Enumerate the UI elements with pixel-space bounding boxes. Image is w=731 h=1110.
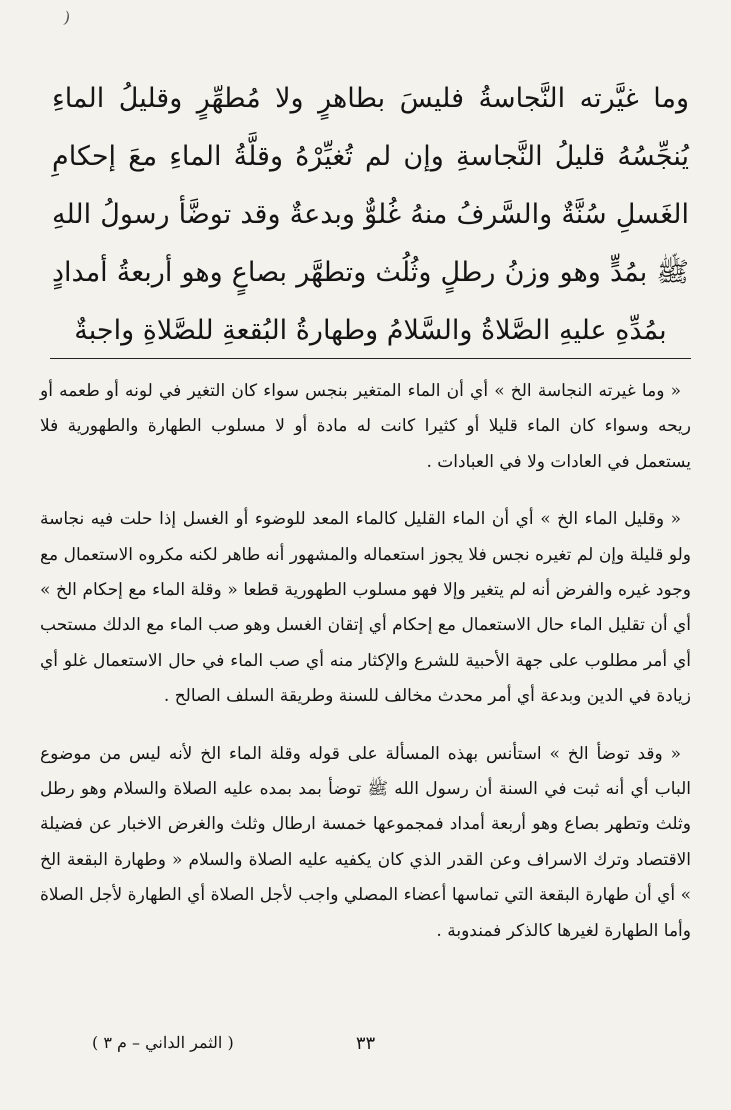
main-text-block — [52, 70, 689, 360]
commentary-block — [40, 374, 691, 971]
page-number: ٣٣ — [355, 1033, 376, 1054]
signature-mark: ( الثمر الداني – م ٣ ) — [92, 1033, 234, 1052]
commentary-paragraph: « وما غيرته النجاسة الخ » أي أن الماء المتغير بنجس سواء كان التغير في لونه أو طعمه أو ريحه وسواء كان الماء قليلا أو كثيرا كانت له مادة أو لا مسلوب الطهارة والطهورية فلا يستعمل في العادات ولا في العبادات . — [40, 381, 691, 472]
page-footer — [40, 1033, 691, 1063]
separator-line — [50, 358, 691, 359]
main-text: وما غيَّرته النَّجاسةُ فليسَ بطاهرٍ ولا مُطهِّرٍ وقليلُ الماءِ يُنجِّسُهُ قليلُ النَّجاسةِ وإن لم تُغيِّرْهُ وقلَّةُ الماءِ معَ إحكامِ الغَسلِ سُنَّةٌ والسَّرفُ منهُ غُلوٌّ وبدعةٌ وقد توضَّأ رسولُ اللهِ ﷺ بمُدٍّ وهو وزنُ رطلٍ وثُلُث وتطهَّر بصاعٍ وهو أربعةُ أمدادٍ بمُدِّهِ عليهِ الصَّلاةُ والسَّلامُ وطهارةُ البُقعةِ للصَّلاةِ واجبةٌ — [52, 83, 689, 346]
corner-mark: ( — [62, 7, 73, 28]
commentary-paragraph: « وقليل الماء الخ » أي أن الماء القليل كالماء المعد للوضوء أو الغسل إذا حلت فيه نجاسة ولو قليلة وإن لم تغيره نجس فلا يجوز استعماله والمشهور أنه طاهر لكنه مكروه الاستعمال مع وجود غيره والفرض أنه لم يتغير وإلا فهو مسلوب الطهورية قطعا « وقلة الماء مع إحكام الخ » أي أن تقليل الماء حال الاستعمال مع إحكام أي إتقان الغسل وهو صب الماء مع الدلك مستحب أي أمر مطلوب على جهة الأحبية للشرع والإكثار منه أي صب الماء في حال الاستعمال غلو أي زيادة في الدين وبدعة أي أمر محدث مخالف للسنة وطريقة السلف الصالح . — [40, 509, 691, 707]
commentary-paragraph: « وقد توضأ الخ » استأنس بهذه المسألة على قوله وقلة الماء الخ لأنه ليس من موضوع الباب أي أنه ثبت في السنة أن رسول الله ﷺ توضأ بمد بمده عليه الصلاة والسلام وهو رطل وثلث وتطهر بصاع وهو أربعة أمداد فمجموعها خمسة ارطال وثلث والغرض الاخبار عن فضيلة الاقتصاد وترك الاسراف وعن القدر الذي كان يكفيه عليه الصلاة والسلام « وطهارة البقعة الخ » أي أن طهارة البقعة التي تماسها أعضاء المصلي واجب لأجل الصلاة أي الطهارة لأجل الصلاة وأما الطهارة لغيرها كالذكر فمندوبة . — [40, 743, 691, 941]
